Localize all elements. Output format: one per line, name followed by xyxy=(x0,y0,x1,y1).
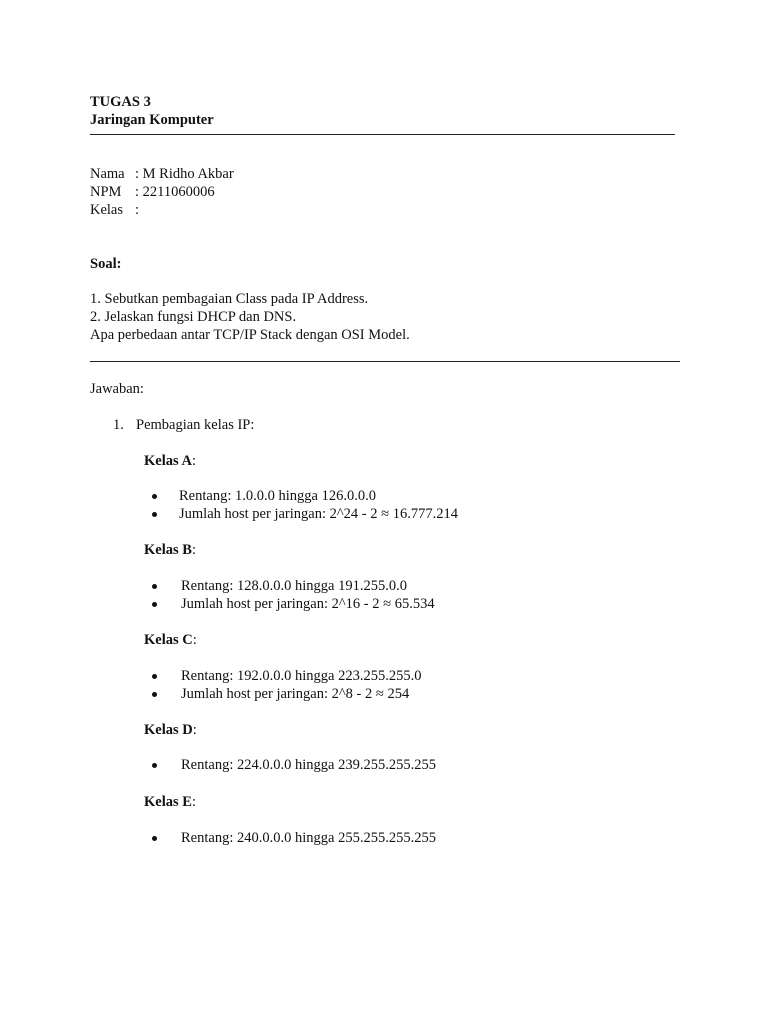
document-subtitle: Jaringan Komputer xyxy=(90,112,214,128)
soal-heading: Soal: xyxy=(90,256,122,272)
jawaban-item-1-text: Pembagian kelas IP: xyxy=(136,417,255,433)
document-title: TUGAS 3 xyxy=(90,94,151,110)
class-b-hosts: Jumlah host per jaringan: 2^16 - 2 ≈ 65.534 xyxy=(181,596,435,612)
bullet-icon xyxy=(152,494,157,499)
class-c-hosts: Jumlah host per jaringan: 2^8 - 2 ≈ 254 xyxy=(181,686,410,702)
class-heading-b: Kelas B: xyxy=(144,542,196,558)
class-a-range: Rentang: 1.0.0.0 hingga 126.0.0.0 xyxy=(179,488,376,504)
class-b-range: Rentang: 128.0.0.0 hingga 191.255.0.0 xyxy=(181,578,407,594)
npm-label: NPM xyxy=(90,184,122,200)
soal-item-2: 2. Jelaskan fungsi DHCP dan DNS. xyxy=(90,309,297,325)
soal-item-1: 1. Sebutkan pembagaian Class pada IP Address. xyxy=(90,291,369,307)
nama-value: : M Ridho Akbar xyxy=(135,166,234,182)
kelas-label: Kelas xyxy=(90,202,124,218)
class-heading-d: Kelas D: xyxy=(144,722,197,738)
jawaban-item-1-number: 1. xyxy=(113,417,124,433)
npm-value: : 2211060006 xyxy=(135,184,215,200)
header-divider xyxy=(90,134,675,135)
kelas-row xyxy=(90,201,139,219)
bullet-icon xyxy=(152,602,157,607)
bullet-icon xyxy=(152,692,157,697)
class-heading-a: Kelas A: xyxy=(144,453,196,469)
bullet-icon xyxy=(152,674,157,679)
bullet-icon xyxy=(152,512,157,517)
class-heading-c: Kelas C: xyxy=(144,632,197,648)
nama-label: Nama xyxy=(90,166,125,182)
jawaban-heading: Jawaban: xyxy=(90,381,144,397)
class-d-range: Rentang: 224.0.0.0 hingga 239.255.255.255 xyxy=(181,757,436,773)
class-c-range: Rentang: 192.0.0.0 hingga 223.255.255.0 xyxy=(181,668,422,684)
nama-row xyxy=(90,165,234,183)
class-e-range: Rentang: 240.0.0.0 hingga 255.255.255.255 xyxy=(181,830,436,846)
bullet-icon xyxy=(152,763,157,768)
soal-divider xyxy=(90,361,680,362)
bullet-icon xyxy=(152,584,157,589)
class-heading-e: Kelas E: xyxy=(144,794,196,810)
bullet-icon xyxy=(152,836,157,841)
npm-row xyxy=(90,183,215,201)
soal-item-3: Apa perbedaan antar TCP/IP Stack dengan OSI Model. xyxy=(90,327,410,343)
kelas-value: : xyxy=(135,202,140,218)
class-a-hosts: Jumlah host per jaringan: 2^24 - 2 ≈ 16.777.214 xyxy=(179,506,458,522)
